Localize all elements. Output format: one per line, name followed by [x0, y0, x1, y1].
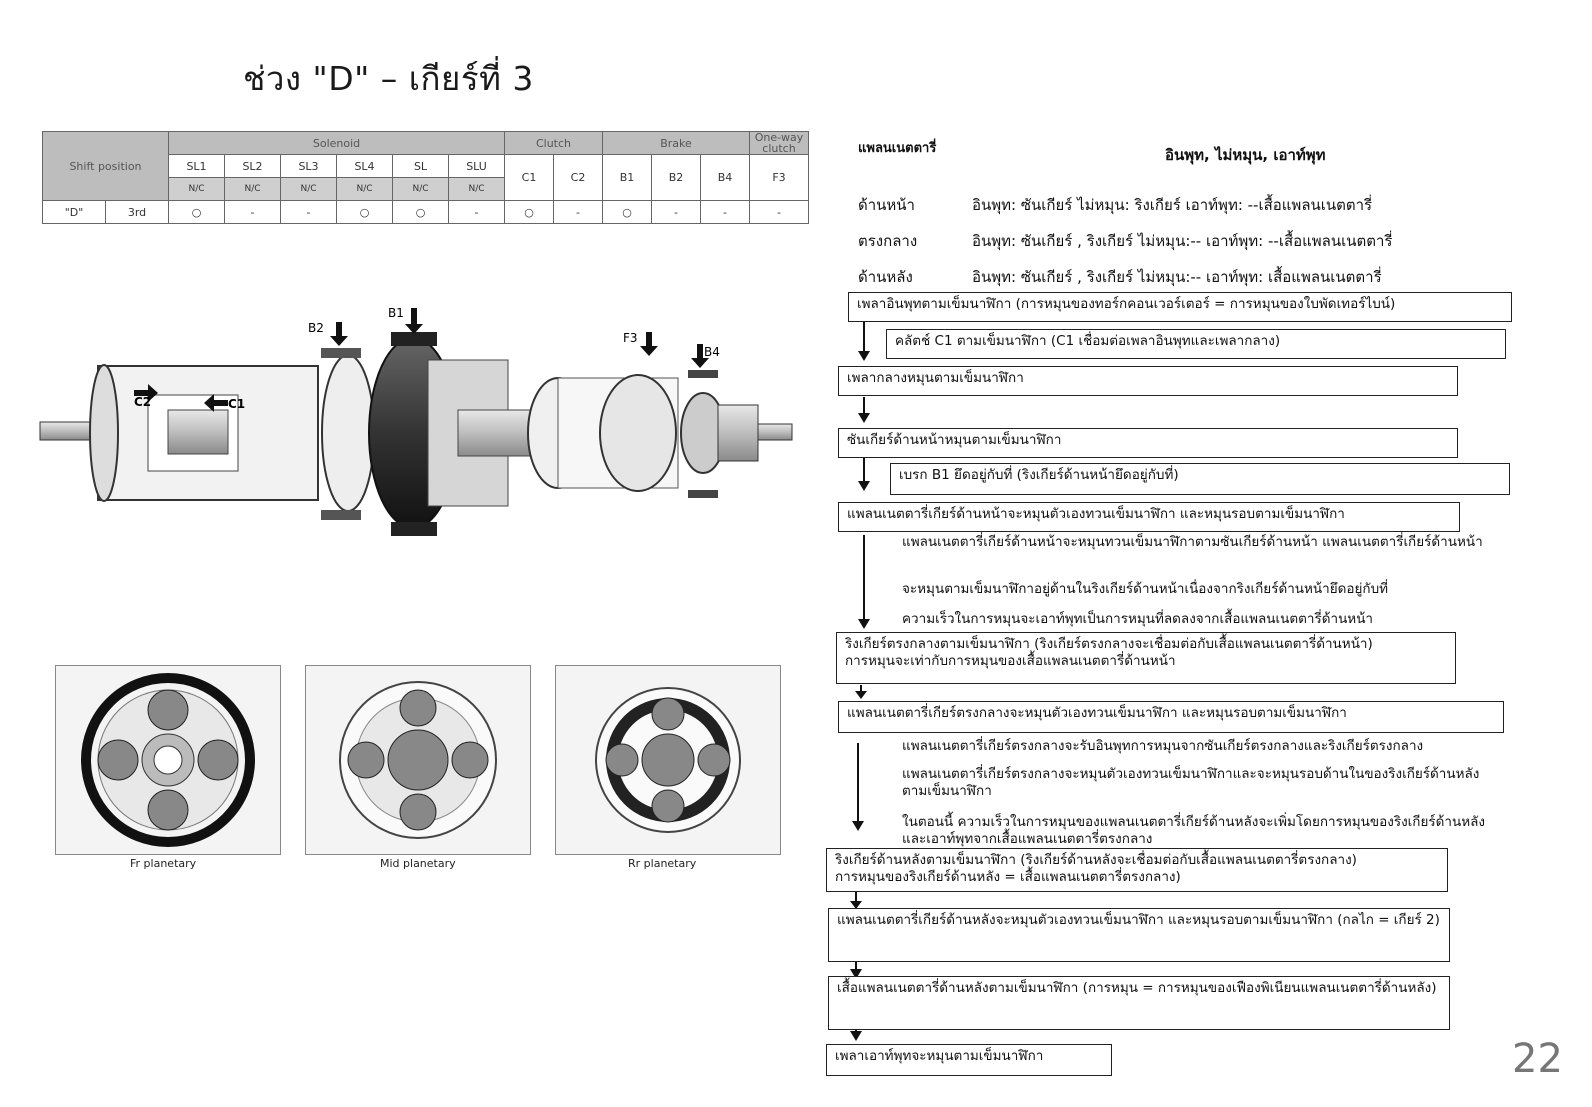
rear-planetary-gear-icon — [556, 666, 780, 854]
gear-cell: 3rd — [106, 201, 169, 224]
value-cell: ○ — [603, 201, 652, 224]
flow-step-brake-b1: เบรก B1 ยึดอยู่กับที่ (ริงเกียร์ด้านหน้ายึดอยู่กับที่) — [890, 463, 1510, 495]
value-cell: - — [449, 201, 505, 224]
c1-label: C1 — [228, 397, 246, 411]
note-mid-planetary-1: แพลนเนตตารี่เกียร์ตรงกลางจะรับอินพุทการหมุนจากซันเกียร์ตรงกลางและริงเกียร์ตรงกลาง — [902, 738, 1424, 754]
solenoid-cell: SL2 — [225, 155, 281, 178]
mid-ring-gear-line1: ริงเกียร์ตรงกลางตามเข็มนาฬิกา (ริงเกียร์ตรงกลางจะเชื่อมต่อกับเสื้อแพลนเนตตารี่ด้านหน้า) — [845, 636, 1373, 652]
clutch-header: Clutch — [505, 132, 603, 155]
front-planetary-name: ด้านหน้า — [858, 196, 915, 214]
shift-position-table — [42, 131, 809, 224]
fr-planetary-caption: Fr planetary — [130, 857, 197, 870]
oneway-cell: F3 — [750, 155, 809, 201]
note-mid-planetary-3: ในตอนนี้ ความเร็วในการหมุนของแพลนเนตตารี่เกียร์ด้านหลังจะเพิ่มโดยการหมุนของริงเกียร์ด้านหลังและเอาท์พุทจากเสื้อแพลนเนตตารี่ตรงกลาง — [902, 814, 1485, 847]
nc-cell: N/C — [225, 178, 281, 201]
solenoid-cell: SL — [393, 155, 449, 178]
value-cell: - — [701, 201, 750, 224]
clutch-cell: C1 — [505, 155, 554, 201]
clutch-cell: C2 — [554, 155, 603, 201]
mid-planetary-name: ตรงกลาง — [858, 232, 918, 250]
shift-position-header: Shift position — [43, 132, 169, 201]
rear-ring-gear-line1: ริงเกียร์ด้านหลังตามเข็มนาฬิกา (ริงเกียร์ด้านหลังจะเชื่อมต่อกับเสื้อแพลนเนตตารี่ตรงกลาง) — [835, 852, 1357, 868]
nc-cell: N/C — [393, 178, 449, 201]
brake-header: Brake — [603, 132, 750, 155]
flow-step-clutch-c1: คลัตช์ C1 ตามเข็มนาฬิกา (C1 เชื่อมต่อเพลาอินพุทและเพลากลาง) — [886, 329, 1506, 359]
oneway-header: One-way clutch — [750, 132, 809, 155]
mid-ring-gear-line2: การหมุนจะเท่ากับการหมุนของเสื้อแพลนเนตตารี่ด้านหน้า — [845, 653, 1176, 669]
mid-planetary-panel — [305, 665, 531, 855]
brake-cell: B2 — [652, 155, 701, 201]
brake-cell: B4 — [701, 155, 750, 201]
flow-step-mid-planetary: แพลนเนตตารี่เกียร์ตรงกลางจะหมุนตัวเองทวนเข็มนาฬิกา และหมุนรอบตามเข็มนาฬิกา — [838, 701, 1504, 733]
flow-step-rear-carrier: เสื้อแพลนเนตตารี่ด้านหลังตามเข็มนาฬิกา (การหมุน = การหมุนของเฟืองพิเนียนแพลนเนตตารี่ด้านหลัง) — [828, 976, 1450, 1030]
c2-label: C2 — [134, 395, 152, 409]
mid-planetary-io: อินพุท: ซันเกียร์ , ริงเกียร์ ไม่หมุน:-- เอาท์พุท: --เสื้อแพลนเนตตารี่ — [972, 232, 1393, 250]
rr-planetary-caption: Rr planetary — [628, 857, 697, 870]
b2-label: B2 — [308, 321, 324, 335]
rear-planetary-name: ด้านหลัง — [858, 268, 913, 286]
page-title: ช่วง "D" – เกียร์ที่ 3 — [243, 59, 534, 98]
solenoid-cell: SL1 — [169, 155, 225, 178]
value-cell: ○ — [169, 201, 225, 224]
value-cell: - — [281, 201, 337, 224]
value-cell: ○ — [393, 201, 449, 224]
rear-planetary-panel — [555, 665, 781, 855]
nc-cell: N/C — [337, 178, 393, 201]
value-cell: - — [652, 201, 701, 224]
flow-step-front-planetary: แพลนเนตตารี่เกียร์ด้านหน้าจะหมุนตัวเองทวนเข็มนาฬิกา และหมุนรอบตามเข็มนาฬิกา — [838, 502, 1460, 532]
value-cell: - — [225, 201, 281, 224]
rear-ring-gear-line2: การหมุนของริงเกียร์ด้านหลัง = เสื้อแพลนเนตตารี่ตรงกลาง) — [835, 869, 1181, 885]
nc-cell: N/C — [281, 178, 337, 201]
note-mid-planetary-2: แพลนเนตตารี่เกียร์ตรงกลางจะหมุนตัวเองทวนเข็มนาฬิกาและจะหมุนรอบด้านในของริงเกียร์ด้านหลังตามเข็มนาฬิกา — [902, 766, 1480, 799]
planetary-col-header: แพลนเนตตารี่ — [858, 141, 937, 156]
flow-step-output-shaft: เพลาเอาท์พุทจะหมุนตามเข็มนาฬิกา — [826, 1044, 1112, 1076]
nc-cell: N/C — [169, 178, 225, 201]
flow-step-front-sun-gear: ซันเกียร์ด้านหน้าหมุนตามเข็มนาฬิกา — [838, 428, 1458, 458]
front-planetary-panel — [55, 665, 281, 855]
range-cell: "D" — [43, 201, 106, 224]
rear-planetary-io: อินพุท: ซันเกียร์ , ริงเกียร์ ไม่หมุน:-- เอาท์พุท: เสื้อแพลนเนตตารี่ — [972, 268, 1382, 286]
note-front-planetary-2: จะหมุนตามเข็มนาฬิกาอยู่ด้านในริงเกียร์ด้านหน้าเนื่องจากริงเกียร์ด้านหน้ายึดอยู่กับที่ — [902, 581, 1389, 597]
note-front-planetary-1: แพลนเนตตารี่เกียร์ด้านหน้าจะหมุนทวนเข็มนาฬิกาตามซันเกียร์ด้านหน้า แพลนเนตตารี่เกียร์ด้านหน้า — [902, 534, 1483, 550]
flow-step-mid-ring-gear — [836, 632, 1456, 684]
value-cell: ○ — [337, 201, 393, 224]
b4-label: B4 — [704, 345, 720, 359]
brake-cell: B1 — [603, 155, 652, 201]
mid-planetary-caption: Mid planetary — [380, 857, 456, 870]
page-number: 22 — [1512, 1036, 1563, 1082]
front-planetary-gear-icon — [56, 666, 280, 854]
value-cell: - — [554, 201, 603, 224]
flow-step-input-shaft: เพลาอินพุทตามเข็มนาฬิกา (การหมุนของทอร์กคอนเวอร์เตอร์ = การหมุนของใบพัดเทอร์ไบน์) — [848, 292, 1512, 322]
f3-label: F3 — [623, 331, 638, 345]
note-front-planetary-3: ความเร็วในการหมุนจะเอาท์พุทเป็นการหมุนที่ลดลงจากเสื้อแพลนเนตตารี่ด้านหน้า — [902, 611, 1374, 627]
value-cell: ○ — [505, 201, 554, 224]
solenoid-cell: SL4 — [337, 155, 393, 178]
io-col-header: อินพุท, ไม่หมุน, เอาท์พุท — [1165, 146, 1326, 164]
b1-label: B1 — [388, 306, 404, 320]
flow-step-rear-planetary: แพลนเนตตารี่เกียร์ด้านหลังจะหมุนตัวเองทวนเข็มนาฬิกา และหมุนรอบตามเข็มนาฬิกา (กลไก = เกียร์ 2) — [828, 908, 1450, 962]
mid-planetary-gear-icon — [306, 666, 530, 854]
flow-step-rear-ring-gear — [826, 848, 1448, 892]
solenoid-cell: SLU — [449, 155, 505, 178]
nc-cell: N/C — [449, 178, 505, 201]
transmission-cutaway-diagram — [38, 300, 798, 550]
front-planetary-io: อินพุท: ซันเกียร์ ไม่หมุน: ริงเกียร์ เอาท์พุท: --เสื้อแพลนเนตตารี่ — [972, 196, 1373, 214]
value-cell: - — [750, 201, 809, 224]
solenoid-cell: SL3 — [281, 155, 337, 178]
solenoid-header: Solenoid — [169, 132, 505, 155]
flow-step-intermediate-shaft: เพลากลางหมุนตามเข็มนาฬิกา — [838, 366, 1458, 396]
